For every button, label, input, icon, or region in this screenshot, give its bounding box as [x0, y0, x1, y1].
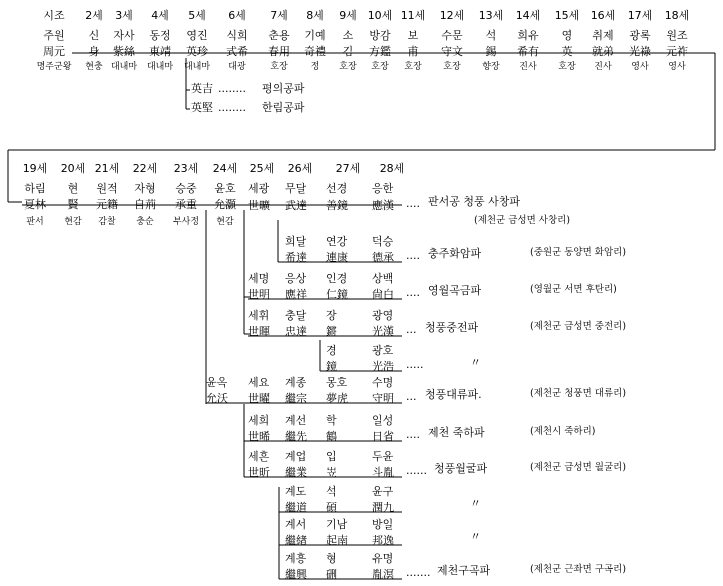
person-name-hanja: 善鏡 — [326, 199, 348, 212]
generation-label: 10세 — [367, 9, 393, 22]
leader-dots: .... — [406, 428, 420, 441]
person-title: 현감 — [64, 217, 82, 227]
person-name-korean: 석 — [485, 29, 497, 42]
person-name-korean: 자형 — [134, 182, 156, 195]
person-name-hanja: 世暉 — [248, 325, 270, 338]
generation-label: 24세 — [212, 162, 238, 175]
person-name-hanja: 仁鏡 — [326, 288, 348, 301]
person-name-hanja: 起南 — [326, 534, 348, 547]
side-branch-name: 평의공파 — [262, 82, 305, 95]
person-name-korean: 방일 — [372, 518, 394, 531]
person-name-korean: 광호 — [372, 344, 394, 357]
person-name-hanja: 光漢 — [372, 325, 394, 338]
person-name-hanja: 繼道 — [285, 501, 307, 514]
person-name-hanja: 碩 — [326, 501, 337, 514]
person-name-korean: 광영 — [372, 309, 394, 322]
branch-name: 충주화암파 — [428, 247, 482, 260]
leader-dots: ...... — [406, 464, 427, 477]
person-title: 대내마 — [110, 62, 138, 72]
person-title: 충순 — [136, 217, 154, 227]
person-name-korean: 장 — [326, 309, 337, 322]
person-name-hanja: 紫絲 — [113, 45, 135, 58]
person-title: 현충 — [85, 62, 103, 72]
person-name-hanja: 繼宗 — [285, 392, 307, 405]
generation-label: 17세 — [627, 9, 653, 22]
person-name-korean: 영진 — [186, 29, 208, 42]
branch-name: 제천 죽하파 — [428, 426, 485, 439]
person-name-hanja: 錫 — [485, 45, 497, 58]
generation-label: 6세 — [228, 9, 246, 22]
person-name-korean: 광록 — [629, 29, 651, 42]
person-name-hanja: 潤九 — [372, 501, 394, 514]
person-name-hanja: 身 — [88, 45, 100, 58]
person-name-korean: 계흥 — [285, 552, 307, 565]
person-name-korean: 기남 — [326, 518, 348, 531]
generation-label: 2세 — [85, 9, 103, 22]
person-name-korean: 자사 — [113, 29, 135, 42]
person-name-hanja: 德承 — [372, 251, 394, 264]
generation-label: 11세 — [400, 9, 426, 22]
person-name-hanja: 希有 — [517, 45, 539, 58]
person-title: 영사 — [668, 62, 686, 72]
person-name-hanja: 賢 — [67, 198, 79, 211]
generation-label: 9세 — [339, 9, 357, 22]
generation-label: 23세 — [173, 162, 199, 175]
person-name-hanja: 繼緖 — [285, 534, 307, 547]
leader-dots: ....... — [406, 566, 431, 579]
person-name-korean: 현 — [67, 182, 79, 195]
leader-dots: .... — [406, 197, 420, 210]
person-name-hanja: 鏡 — [326, 360, 337, 373]
person-name-korean: 인경 — [326, 272, 348, 285]
person-name-hanja: 光祿 — [629, 45, 651, 58]
person-name-hanja: 世曠 — [248, 199, 270, 212]
branch-location: (영월군 서면 후탄리) — [530, 284, 617, 295]
person-name-korean: 형 — [326, 552, 337, 565]
person-name-korean: 덕승 — [372, 235, 394, 248]
generation-label: 25세 — [249, 162, 275, 175]
person-title: 정 — [310, 62, 320, 72]
person-title: 진사 — [519, 62, 537, 72]
person-name-korean: 수문 — [441, 29, 463, 42]
person-name-korean: 소 — [342, 29, 354, 42]
person-name-hanja: 김 — [342, 45, 354, 58]
person-title: 호장 — [339, 62, 357, 72]
person-name-korean: 동정 — [149, 29, 171, 42]
person-title: 감찰 — [98, 217, 116, 227]
generation-label: 15세 — [554, 9, 580, 22]
person-name-hanja: 英 — [561, 45, 573, 58]
person-name-hanja: 方鑑 — [369, 45, 391, 58]
person-title: 호장 — [443, 62, 461, 72]
person-name-korean: 학 — [326, 414, 337, 427]
generation-label: 12세 — [439, 9, 465, 22]
person-title: 현감 — [216, 217, 234, 227]
branch-location: (중원군 동양면 화암리) — [530, 247, 627, 258]
person-name-hanja: 守明 — [372, 392, 394, 405]
person-name-korean: 수명 — [372, 376, 394, 389]
person-name-korean: 세희 — [248, 414, 270, 427]
side-branch-dots: ........ — [218, 101, 246, 114]
person-name-korean: 원조 — [666, 29, 688, 42]
person-name-hanja: 忠達 — [285, 325, 307, 338]
person-name-korean: 윤옥 — [206, 376, 228, 389]
person-name-korean: 기예 — [304, 29, 326, 42]
person-name-hanja: 世曜 — [248, 392, 270, 405]
side-branch-hanja: 英堅 — [191, 101, 213, 114]
person-title: 호장 — [404, 62, 422, 72]
person-name-hanja: 連康 — [326, 251, 348, 264]
generation-label: 28세 — [379, 162, 405, 175]
person-name-hanja: 承重 — [175, 198, 197, 211]
person-name-hanja: 世明 — [248, 288, 270, 301]
person-name-korean: 하림 — [24, 182, 46, 195]
person-name-hanja: 斗胤 — [372, 466, 394, 479]
person-name-korean: 상백 — [372, 272, 394, 285]
person-name-hanja: 尙白 — [372, 288, 394, 301]
person-name-korean: 계서 — [285, 518, 307, 531]
generation-label: 18세 — [664, 9, 690, 22]
generation-label: 21세 — [94, 162, 120, 175]
person-name-hanja: 夢虎 — [326, 392, 348, 405]
person-name-hanja: 世晞 — [248, 430, 270, 443]
branch-name: 〃 — [470, 497, 481, 510]
person-name-hanja: 繼興 — [285, 568, 307, 581]
person-title: 명주군왕 — [36, 62, 72, 72]
branch-name: 청풍대류파. — [425, 388, 482, 401]
person-name-hanja: 就弟 — [592, 45, 614, 58]
branch-location: (제천군 청풍면 대류리) — [530, 388, 627, 399]
generation-label: 5세 — [188, 9, 206, 22]
person-name-korean: 유명 — [372, 552, 394, 565]
generation-label: 20세 — [60, 162, 86, 175]
generation-label: 7세 — [270, 9, 288, 22]
person-name-korean: 보 — [407, 29, 419, 42]
generation-label: 시조 — [43, 9, 65, 22]
generation-label: 26세 — [287, 162, 313, 175]
branch-location: (제천군 금성면 중전리) — [530, 321, 627, 332]
branch-name: 영월곡금파 — [428, 284, 482, 297]
side-branch-name: 한림공파 — [262, 101, 305, 114]
person-name-hanja: 周元 — [43, 45, 65, 58]
person-name-hanja: 守文 — [441, 45, 463, 58]
person-name-korean: 계업 — [285, 450, 307, 463]
person-name-hanja: 應祥 — [285, 288, 307, 301]
person-title: 대광 — [228, 62, 246, 72]
person-name-korean: 윤구 — [372, 485, 394, 498]
person-name-hanja: 甫 — [407, 45, 419, 58]
person-title: 호장 — [270, 62, 288, 72]
person-name-korean: 입 — [326, 450, 337, 463]
generation-label: 19세 — [22, 162, 48, 175]
person-name-hanja: 岦 — [326, 466, 337, 479]
person-name-korean: 원적 — [96, 182, 118, 195]
person-name-korean: 취제 — [592, 29, 614, 42]
person-name-korean: 계선 — [285, 414, 307, 427]
person-title: 진사 — [594, 62, 612, 72]
generation-label: 22세 — [132, 162, 158, 175]
generation-label: 8세 — [306, 9, 324, 22]
person-name-korean: 윤호 — [214, 182, 236, 195]
generation-label: 3세 — [115, 9, 133, 22]
person-name-korean: 세휘 — [248, 309, 270, 322]
branch-name: 청풍중전파 — [425, 321, 479, 334]
person-name-korean: 일성 — [372, 414, 394, 427]
person-name-hanja: 胤溟 — [372, 568, 394, 581]
branch-name: 판서공 청풍 사창파 — [428, 195, 521, 208]
person-name-korean: 몽호 — [326, 376, 348, 389]
side-branch-hanja: 英吉 — [191, 82, 213, 95]
person-name-korean: 계도 — [285, 485, 307, 498]
person-name-hanja: 東靖 — [149, 45, 171, 58]
leader-dots: ... — [406, 323, 417, 336]
generation-label: 4세 — [151, 9, 169, 22]
branch-name: 〃 — [470, 530, 481, 543]
person-title: 향장 — [482, 62, 500, 72]
generation-label: 13세 — [478, 9, 504, 22]
person-name-hanja: 春用 — [268, 45, 290, 58]
branch-name: 제천구곡파 — [437, 564, 491, 577]
person-name-hanja: 鏘 — [326, 325, 337, 338]
person-name-korean: 세흔 — [248, 450, 270, 463]
branch-location: (제천군 금성면 사창리) — [474, 215, 571, 226]
person-name-korean: 영 — [561, 29, 573, 42]
person-name-hanja: 夏林 — [24, 198, 46, 211]
branch-location: (제천군 금성면 월굴리) — [530, 462, 627, 473]
person-name-hanja: 鶴 — [326, 430, 337, 443]
person-name-korean: 신 — [88, 29, 100, 42]
leader-dots: .... — [406, 249, 420, 262]
person-name-korean: 식희 — [226, 29, 248, 42]
person-name-korean: 경 — [326, 344, 337, 357]
person-name-hanja: 光浩 — [372, 360, 394, 373]
person-title: 대내마 — [146, 62, 174, 72]
person-name-hanja: 允沃 — [206, 392, 228, 405]
generation-label: 14세 — [515, 9, 541, 22]
person-name-hanja: 繼先 — [285, 430, 307, 443]
person-name-korean: 승중 — [175, 182, 197, 195]
person-name-korean: 연강 — [326, 235, 348, 248]
person-name-hanja: 允灝 — [214, 198, 236, 211]
person-name-korean: 세광 — [248, 182, 270, 195]
person-name-hanja: 英珍 — [186, 45, 208, 58]
leader-dots: ... — [406, 390, 417, 403]
branch-location: (제천군 근좌면 구곡리) — [530, 564, 627, 575]
person-name-korean: 주원 — [43, 29, 65, 42]
person-title: 호장 — [371, 62, 389, 72]
person-name-korean: 희유 — [517, 29, 539, 42]
person-name-hanja: 元籍 — [96, 198, 118, 211]
person-title: 부사정 — [172, 217, 200, 227]
person-name-hanja: 希達 — [285, 251, 307, 264]
person-name-korean: 세명 — [248, 272, 270, 285]
side-branch-dots: ........ — [218, 82, 246, 95]
person-title: 판서 — [26, 217, 44, 227]
leader-dots: ..... — [406, 358, 424, 371]
person-name-korean: 석 — [326, 485, 337, 498]
person-name-hanja: 武達 — [285, 199, 307, 212]
branch-name: 청풍월굴파 — [434, 462, 488, 475]
person-name-hanja: 日省 — [372, 430, 394, 443]
person-name-korean: 응상 — [285, 272, 307, 285]
branch-location: (제천시 죽하리) — [530, 426, 596, 437]
person-name-korean: 춘용 — [268, 29, 290, 42]
person-name-hanja: 硎 — [326, 568, 337, 581]
person-name-hanja: 繼業 — [285, 466, 307, 479]
person-name-hanja: 奇禮 — [304, 45, 326, 58]
person-name-hanja: 應漢 — [372, 199, 394, 212]
person-title: 호장 — [558, 62, 576, 72]
branch-name: 〃 — [470, 356, 481, 369]
leader-dots: .... — [406, 286, 420, 299]
person-name-korean: 충달 — [285, 309, 307, 322]
person-name-hanja: 式希 — [226, 45, 248, 58]
person-name-korean: 두윤 — [372, 450, 394, 463]
person-name-korean: 응한 — [372, 182, 394, 195]
person-title: 영사 — [631, 62, 649, 72]
person-name-hanja: 世昕 — [248, 466, 270, 479]
person-title: 대내마 — [183, 62, 211, 72]
person-name-korean: 희달 — [285, 235, 307, 248]
person-name-hanja: 自荊 — [134, 198, 156, 211]
generation-label: 16세 — [590, 9, 616, 22]
person-name-hanja: 元祚 — [666, 45, 688, 58]
person-name-korean: 방감 — [369, 29, 391, 42]
person-name-korean: 무달 — [285, 182, 307, 195]
person-name-korean: 선경 — [326, 182, 348, 195]
generation-label: 27세 — [335, 162, 361, 175]
person-name-korean: 계종 — [285, 376, 307, 389]
person-name-korean: 세요 — [248, 376, 270, 389]
person-name-hanja: 邦逸 — [372, 534, 394, 547]
